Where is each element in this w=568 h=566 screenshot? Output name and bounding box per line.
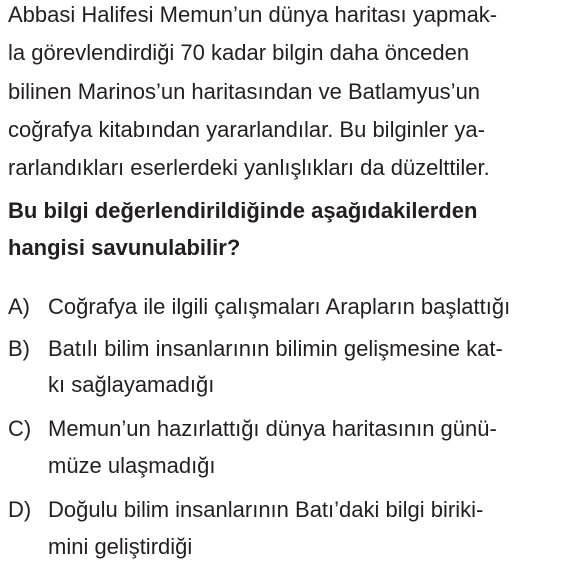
question-line: hangisi savunulabilir? — [8, 235, 241, 260]
option-text: Batılı bilim insanlarının bilimin gelişmesine kat- — [48, 336, 503, 361]
option-text: Coğrafya ile ilgili çalışmaları Arapların başlattığı — [48, 294, 511, 319]
option-text: Doğulu bilim insanlarının Batı’daki bilgi biriki- — [48, 497, 484, 522]
option-text: kı sağlayamadığı — [48, 372, 215, 397]
option-text: mini geliştirdiği — [48, 534, 193, 559]
option-letter: D) — [8, 497, 32, 522]
passage-line: rarlandıkları eserlerdeki yanlışlıkları da düzelttiler. — [8, 155, 490, 180]
passage-line: bilinen Marinos’un haritasından ve Batlamyus’un — [8, 79, 481, 104]
passage-line: la görevlendirdiği 70 kadar bilgin daha önceden — [8, 40, 470, 65]
option-text: Memun’un hazırlattığı dünya haritasının günü- — [48, 416, 497, 441]
passage-line: Abbasi Halifesi Memun’un dünya haritası yapmak- — [8, 2, 498, 27]
option-text: müze ulaşmadığı — [48, 453, 216, 478]
option-letter: B) — [8, 336, 30, 361]
question-line: Bu bilgi değerlendirildiğinde aşağıdakilerden — [8, 198, 478, 223]
passage-line: coğrafya kitabından yararlandılar. Bu bilginler ya- — [8, 117, 485, 142]
option-letter: C) — [8, 416, 32, 441]
option-letter: A) — [8, 294, 30, 319]
